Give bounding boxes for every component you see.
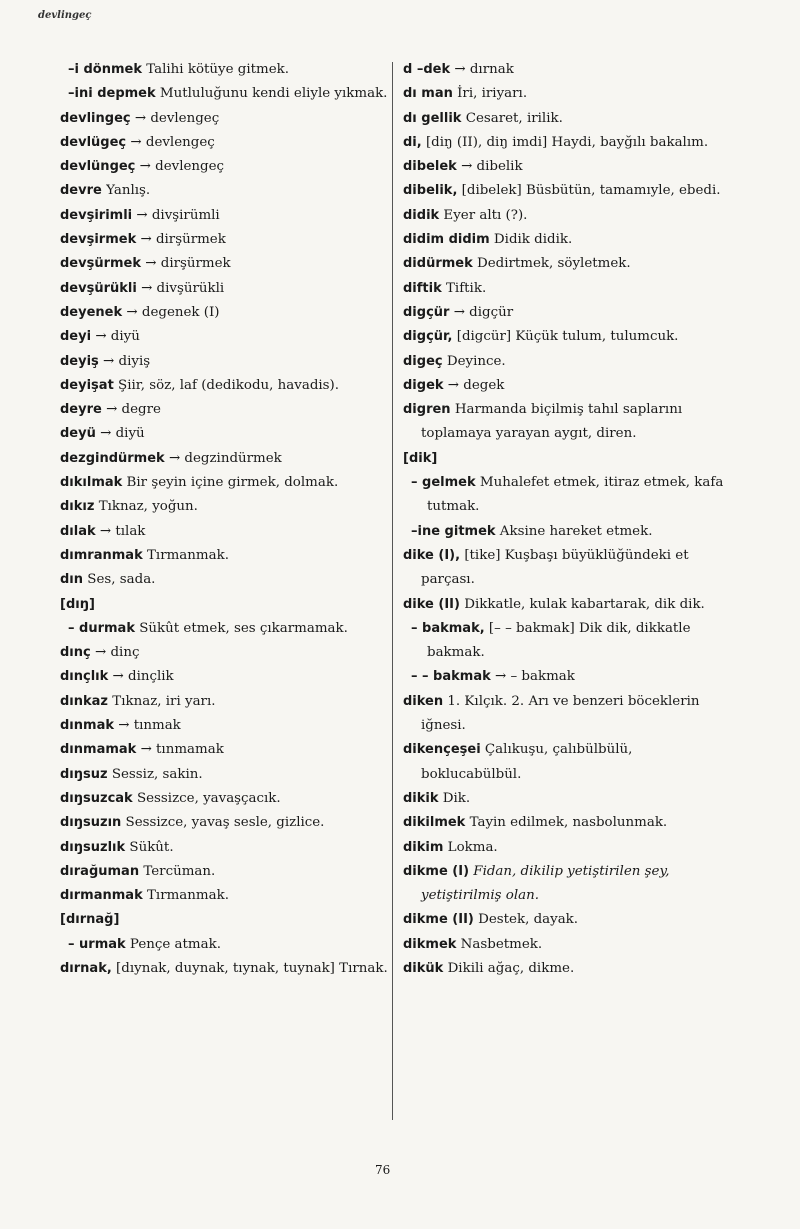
entry-definition: Aksine hareket etmek.	[495, 523, 653, 539]
entry-headword: digeç	[403, 353, 443, 369]
dictionary-entry	[60, 179, 390, 203]
dictionary-entry	[60, 325, 390, 349]
dictionary-entry	[60, 82, 390, 106]
entry-definition: → – bakmak	[490, 669, 575, 685]
dictionary-entry	[403, 398, 733, 447]
entry-definition: → divşürükli	[136, 280, 225, 296]
entry-headword: dı man	[403, 86, 453, 102]
entry-headword: devlingeç	[60, 110, 131, 126]
dictionary-entry	[60, 131, 390, 155]
dictionary-entry	[60, 884, 390, 908]
entry-definition: → degre	[101, 402, 161, 418]
dictionary-entry	[403, 520, 733, 544]
dictionary-entry	[60, 593, 390, 617]
dictionary-entry	[403, 179, 733, 203]
entry-headword: dırağuman	[60, 863, 140, 879]
entry-definition: → devlengeç	[135, 159, 225, 175]
entry-definition: Tıknaz, iri yarı.	[108, 693, 216, 709]
entry-definition: Lokma.	[443, 839, 498, 855]
entry-definition: → degenek (I)	[122, 304, 220, 320]
dictionary-entry	[403, 933, 733, 957]
entry-headword: dıkılmak	[60, 475, 123, 491]
entry-definition: [dibelek] Büsbütün, tamamıyle, ebedi.	[457, 183, 721, 199]
entry-headword: dı gellik	[403, 110, 462, 126]
dictionary-entry	[60, 690, 390, 714]
dictionary-entry	[60, 58, 390, 82]
dictionary-entry	[60, 568, 390, 592]
entry-headword: deyişat	[60, 377, 114, 393]
entry-headword: dınmak	[60, 718, 114, 734]
dictionary-entry	[60, 301, 390, 325]
entry-headword: devlüngeç	[60, 159, 136, 175]
dictionary-entry	[60, 495, 390, 519]
entry-definition: → dırnak	[450, 62, 514, 77]
entry-definition: → divşirümli	[132, 207, 220, 223]
entry-headword: – – bakmak	[411, 669, 491, 685]
dictionary-entry	[60, 398, 390, 422]
dictionary-entry	[403, 277, 733, 301]
dictionary-entry	[60, 933, 390, 957]
entry-headword: –ine gitmek	[411, 523, 496, 539]
entry-definition: Fidan, dikilip yetiştirilen şey, yetiştirilmiş olan.	[421, 863, 670, 904]
dictionary-entry	[60, 811, 390, 835]
dictionary-entry	[403, 228, 733, 252]
entry-headword: dırmanmak	[60, 888, 143, 904]
entry-headword: deyiş	[60, 353, 99, 369]
entry-definition: Cesaret, irilik.	[461, 110, 563, 126]
entry-headword: devlügeç	[60, 134, 127, 150]
entry-headword: dınç	[60, 645, 91, 661]
entry-headword: dınçlık	[60, 669, 109, 685]
entry-definition: → tınmak	[113, 718, 181, 734]
entry-headword: dibelik,	[403, 183, 458, 199]
dictionary-entry	[60, 520, 390, 544]
dictionary-entry	[60, 228, 390, 252]
entry-headword: dımranmak	[60, 547, 143, 563]
entry-definition: → devlengeç	[130, 110, 220, 126]
column-divider	[392, 62, 393, 1120]
entry-headword: didürmek	[403, 256, 473, 272]
entry-definition: Yanlış.	[101, 183, 151, 199]
dictionary-entry	[403, 593, 733, 617]
entry-definition: Çalıkuşu, çalıbülbülü, boklucabülbül.	[421, 742, 633, 782]
dictionary-entry	[403, 665, 733, 689]
entry-definition: → devlengeç	[126, 134, 215, 150]
entry-definition: → degzindürmek	[164, 450, 282, 466]
dictionary-entry	[60, 277, 390, 301]
entry-definition: → dinçlik	[108, 669, 174, 685]
dictionary-entry	[60, 422, 390, 446]
dictionary-entry	[403, 544, 733, 593]
entry-headword: [dıŋ]	[60, 596, 95, 612]
entry-headword: dınkaz	[60, 693, 109, 709]
entry-headword: – urmak	[68, 936, 126, 952]
entry-definition: Bir şeyin içine girmek, dolmak.	[122, 475, 339, 491]
entry-headword: digren	[403, 402, 451, 418]
entry-headword: digçür	[403, 304, 450, 320]
entry-definition: → dibelik	[456, 159, 523, 175]
entry-headword: –ini depmek	[68, 86, 156, 102]
entry-definition: [dıynak, duynak, tıynak, tuynak] Tırnak.	[111, 960, 388, 976]
dictionary-entry	[403, 738, 733, 787]
entry-definition: Tiftik.	[441, 280, 487, 296]
entry-headword: dike (I),	[403, 547, 461, 563]
dictionary-entry	[60, 763, 390, 787]
dictionary-entry	[60, 107, 390, 131]
entry-headword: didim didim	[403, 232, 490, 248]
entry-definition: Muhalefet etmek, itiraz etmek, kafa tutmak.	[427, 475, 724, 515]
entry-headword: devşirimli	[60, 207, 133, 223]
entry-headword: dike (II)	[403, 596, 460, 612]
entry-definition: Ses, sada.	[83, 572, 156, 588]
entry-headword: [dırnağ]	[60, 912, 120, 928]
entry-headword: deyü	[60, 426, 96, 442]
dictionary-entry	[403, 447, 733, 471]
dictionary-entry	[60, 957, 390, 981]
dictionary-entry	[403, 617, 733, 666]
entry-definition: Talihi kötüye gitmek.	[141, 62, 289, 77]
entry-headword: dıŋsuz	[60, 766, 108, 782]
running-head: devlingeç	[38, 10, 92, 21]
entry-definition: Şiir, söz, laf (dedikodu, havadis).	[113, 377, 340, 393]
entry-headword: dibelek	[403, 159, 457, 175]
dictionary-entry	[403, 690, 733, 739]
entry-definition: Dikili ağaç, dikme.	[443, 960, 575, 976]
entry-definition: → tınmamak	[136, 742, 224, 758]
entry-definition: Pençe atmak.	[125, 936, 221, 952]
dictionary-entry	[60, 447, 390, 471]
entry-definition: → dirşürmek	[136, 232, 226, 248]
entry-headword: dıkız	[60, 499, 95, 515]
dictionary-entry	[60, 544, 390, 568]
dictionary-entry	[403, 107, 733, 131]
dictionary-entry	[60, 836, 390, 860]
entry-definition: Deyince.	[442, 353, 506, 369]
entry-definition: → diyiş	[98, 353, 151, 369]
entry-headword: dikik	[403, 790, 439, 806]
dictionary-entry	[403, 301, 733, 325]
entry-headword: devşürmek	[60, 256, 142, 272]
entry-headword: devre	[60, 183, 102, 199]
entry-headword: deyi	[60, 329, 92, 345]
dictionary-entry	[60, 787, 390, 811]
entry-headword: dikük	[403, 960, 444, 976]
dictionary-entry	[60, 714, 390, 738]
entry-headword: dezgindürmek	[60, 450, 165, 466]
dictionary-entry	[403, 82, 733, 106]
entry-definition: → tılak	[95, 523, 146, 539]
left-column	[60, 58, 390, 981]
entry-definition: → diyü	[91, 329, 140, 345]
entry-headword: digek	[403, 377, 444, 393]
dictionary-entry	[60, 908, 390, 932]
dictionary-entry	[403, 350, 733, 374]
entry-definition: Sessiz, sakin.	[107, 766, 203, 782]
entry-definition: Sessizce, yavaşçacık.	[132, 790, 281, 806]
dictionary-entry	[403, 155, 733, 179]
dictionary-entry	[403, 860, 733, 909]
dictionary-entry	[60, 471, 390, 495]
dictionary-entry	[60, 374, 390, 398]
dictionary-entry	[60, 155, 390, 179]
entry-definition: Dik.	[438, 790, 471, 806]
entry-headword: – gelmek	[411, 475, 476, 491]
entry-headword: di,	[403, 134, 422, 150]
dictionary-entry	[403, 471, 733, 520]
entry-definition: Harmanda biçilmiş tahıl saplarını toplamaya yarayan aygıt, diren.	[421, 402, 683, 442]
entry-headword: didik	[403, 207, 440, 223]
entry-definition: → dinç	[90, 645, 140, 661]
entry-definition: Nasbetmek.	[456, 936, 543, 952]
dictionary-entry	[60, 738, 390, 762]
dictionary-entry	[403, 325, 733, 349]
entry-headword: dikim	[403, 839, 444, 855]
dictionary-entry	[60, 350, 390, 374]
entry-definition: Destek, dayak.	[473, 912, 579, 928]
entry-headword: dikme (I)	[403, 863, 470, 879]
dictionary-entry	[60, 665, 390, 689]
entry-definition: Sessizce, yavaş sesle, gizlice.	[121, 815, 325, 831]
dictionary-entry	[403, 908, 733, 932]
entry-headword: diken	[403, 693, 444, 709]
entry-definition: Tayin edilmek, nasbolunmak.	[465, 815, 668, 831]
dictionary-entry	[403, 131, 733, 155]
entry-headword: dınmamak	[60, 742, 137, 758]
dictionary-entry	[403, 252, 733, 276]
dictionary-entry	[403, 374, 733, 398]
dictionary-entry	[403, 957, 733, 981]
entry-headword: dikmek	[403, 936, 457, 952]
entry-definition: Didik didik.	[489, 232, 573, 248]
dictionary-entry	[60, 860, 390, 884]
dictionary-entry	[403, 58, 733, 82]
entry-definition: Eyer altı (?).	[439, 207, 528, 223]
dictionary-entry	[403, 787, 733, 811]
entry-definition: [tike] Kuşbaşı büyüklüğündeki et parçası.	[421, 547, 689, 588]
entry-definition: Dedirtmek, söyletmek.	[472, 256, 631, 272]
dictionary-entry	[60, 617, 390, 641]
dictionary-entry	[60, 204, 390, 228]
entry-headword: dıŋsuzlık	[60, 839, 126, 855]
entry-headword: dıŋsuzın	[60, 815, 122, 831]
entry-headword: –i dönmek	[68, 62, 142, 77]
entry-definition: 1. Kılçık. 2. Arı ve benzeri böceklerin iğnesi.	[421, 693, 700, 734]
dictionary-entry	[403, 836, 733, 860]
entry-definition: [– – bakmak] Dik dik, dikkatle bakmak.	[427, 620, 691, 661]
entry-headword: dıŋsuzcak	[60, 790, 133, 806]
entry-definition: [diŋ (II), diŋ imdi] Haydi, bayğılı bakalım.	[421, 134, 709, 150]
entry-definition: Dikkatle, kulak kabartarak, dik dik.	[459, 596, 705, 612]
dictionary-entry	[403, 204, 733, 228]
entry-definition: Sükût etmek, ses çıkarmamak.	[134, 620, 348, 636]
entry-definition: İri, iriyarı.	[452, 86, 528, 102]
entry-definition: → degek	[443, 377, 505, 393]
entry-definition: Tıknaz, yoğun.	[94, 499, 198, 515]
entry-headword: dın	[60, 572, 84, 588]
entry-headword: digçür,	[403, 329, 453, 345]
entry-headword: d –dek	[403, 62, 451, 77]
dictionary-entry	[403, 811, 733, 835]
entry-headword: [dik]	[403, 450, 438, 466]
entry-headword: dikilmek	[403, 815, 466, 831]
entry-headword: diftik	[403, 280, 442, 296]
right-column	[403, 58, 733, 981]
entry-headword: deyre	[60, 402, 102, 418]
entry-headword: dikençeşei	[403, 742, 481, 758]
entry-headword: devşirmek	[60, 232, 137, 248]
entry-headword: – durmak	[68, 620, 135, 636]
page-number: 76	[375, 1163, 391, 1177]
entry-definition: → diyü	[95, 426, 145, 442]
entry-definition: → dirşürmek	[141, 256, 231, 272]
entry-definition: Mutluluğunu kendi eliyle yıkmak.	[155, 86, 388, 102]
entry-headword: dılak	[60, 523, 96, 539]
entry-headword: dikme (II)	[403, 912, 474, 928]
entry-definition: Tırmanmak.	[142, 888, 229, 904]
entry-definition: Tercüman.	[139, 863, 216, 879]
entry-headword: dırnak,	[60, 960, 112, 976]
dictionary-entry	[60, 641, 390, 665]
entry-definition: Tırmanmak.	[142, 547, 229, 563]
entry-definition: Sükût.	[125, 839, 174, 855]
entry-definition: [digcür] Küçük tulum, tulumcuk.	[452, 329, 679, 345]
entry-definition: → digçür	[449, 304, 514, 320]
entry-headword: – bakmak,	[411, 620, 485, 636]
entry-headword: devşürükli	[60, 280, 137, 296]
dictionary-entry	[60, 252, 390, 276]
entry-headword: deyenek	[60, 304, 123, 320]
